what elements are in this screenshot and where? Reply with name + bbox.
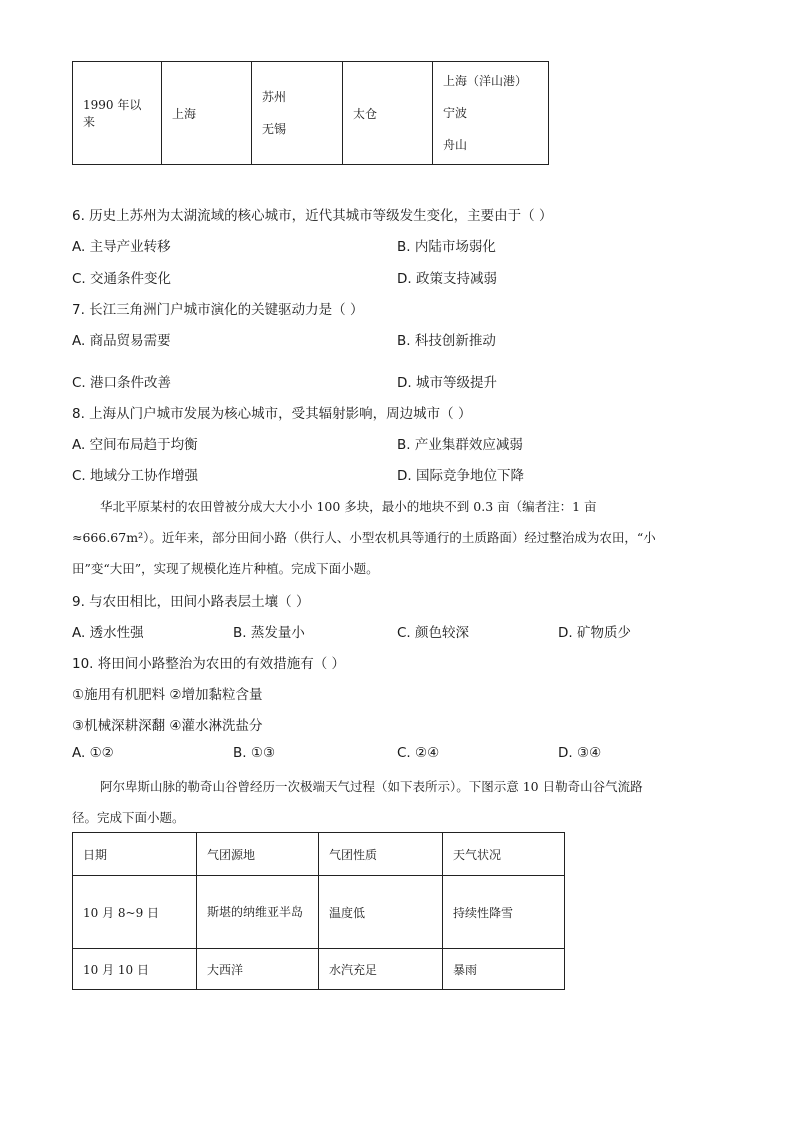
passage-1-line-1: 华北平原某村的农田曾被分成大大小小 100 多块，最小的地块不到 0.3 亩（编者注：1 亩 (100, 499, 597, 514)
city-name: 宁波 (443, 106, 468, 120)
question-6-stem: 6. 历史上苏州为太湖流域的核心城市，近代其城市等级发生变化，主要由于（ ） (72, 208, 553, 224)
table-cell: 水汽充足 (319, 949, 443, 990)
question-6-option-c: C. 交通条件变化 (72, 271, 172, 287)
question-10-option-d: D. ③④ (558, 745, 602, 761)
question-9-option-c: C. 颜色较深 (397, 625, 470, 641)
table-cell: 持续性降雪 (443, 876, 565, 949)
city-hierarchy-table (72, 61, 549, 165)
question-10-stem: 10. 将田间小路整治为农田的有效措施有（ ） (72, 656, 346, 672)
city-name: 无锡 (262, 122, 287, 136)
question-9-stem: 9. 与农田相比，田间小路表层土壤（ ） (72, 594, 310, 610)
question-9-option-a: A. 透水性强 (72, 625, 144, 641)
question-8-stem: 8. 上海从门户城市发展为核心城市，受其辐射影响，周边城市（ ） (72, 406, 472, 422)
table-cell: 10 月 10 日 (73, 949, 197, 990)
question-10-choices-line-1: ①施用有机肥料 ②增加黏粒含量 (72, 687, 263, 703)
question-10-option-b: B. ①③ (233, 745, 276, 761)
table-cell: 10 月 8~9 日 (73, 876, 197, 949)
question-9-option-d: D. 矿物质少 (558, 625, 631, 641)
question-8-option-a: A. 空间布局趋于均衡 (72, 437, 198, 453)
question-10-option-a: A. ①② (72, 745, 114, 761)
question-7-option-d: D. 城市等级提升 (397, 375, 497, 391)
passage-1-line-3: 田”变“大田”，实现了规模化连片种植。完成下面小题。 (72, 561, 379, 576)
column-header: 气团性质 (319, 833, 443, 876)
city-name: 上海（洋山港） (443, 74, 528, 88)
question-8-option-c: C. 地域分工协作增强 (72, 468, 199, 484)
question-6-option-d: D. 政策支持减弱 (397, 271, 497, 287)
column-header: 天气状况 (443, 833, 565, 876)
tertiary-city-cell: 太仓 (343, 62, 433, 165)
table-header-row (73, 833, 565, 876)
question-9-option-b: B. 蒸发量小 (233, 625, 305, 641)
question-10-choices-line-2: ③机械深耕深翻 ④灌水淋洗盐分 (72, 718, 263, 734)
table-cell: 温度低 (319, 876, 443, 949)
question-10-option-c: C. ②④ (397, 745, 440, 761)
table-cell: 斯堪的纳维亚半岛 (197, 876, 319, 949)
question-7-stem: 7. 长江三角洲门户城市演化的关键驱动力是（ ） (72, 302, 364, 318)
question-6-option-a: A. 主导产业转移 (72, 239, 171, 255)
table-row (73, 949, 565, 990)
passage-1-line-2: ≈666.67m²）。近年来，部分田间小路（供行人、小型农机具等通行的土质路面）经过整治成为农田，“小 (72, 530, 656, 545)
question-7-option-c: C. 港口条件改善 (72, 375, 172, 391)
question-7-option-b: B. 科技创新推动 (397, 333, 496, 349)
column-header: 日期 (73, 833, 197, 876)
column-header: 气团源地 (197, 833, 319, 876)
core-city-cell: 上海 (162, 62, 252, 165)
passage-2-line-1: 阿尔卑斯山脉的勒奇山谷曾经历一次极端天气过程（如下表所示）。下图示意 10 日勒奇山谷气流路 (100, 779, 643, 794)
secondary-city-cell (252, 62, 343, 165)
question-7-option-a: A. 商品贸易需要 (72, 333, 171, 349)
table-cell: 暴雨 (443, 949, 565, 990)
question-6-option-b: B. 内陆市场弱化 (397, 239, 496, 255)
table-row (73, 62, 549, 165)
city-name: 舟山 (443, 138, 468, 152)
table-cell: 大西洋 (197, 949, 319, 990)
question-8-option-b: B. 产业集群效应减弱 (397, 437, 523, 453)
port-city-cell (433, 62, 549, 165)
table-row (73, 876, 565, 949)
period-cell: 1990 年以来 (73, 62, 162, 165)
weather-table (72, 832, 565, 990)
city-name: 苏州 (262, 90, 287, 104)
question-8-option-d: D. 国际竞争地位下降 (397, 468, 524, 484)
passage-2-line-2: 径。完成下面小题。 (72, 810, 185, 825)
